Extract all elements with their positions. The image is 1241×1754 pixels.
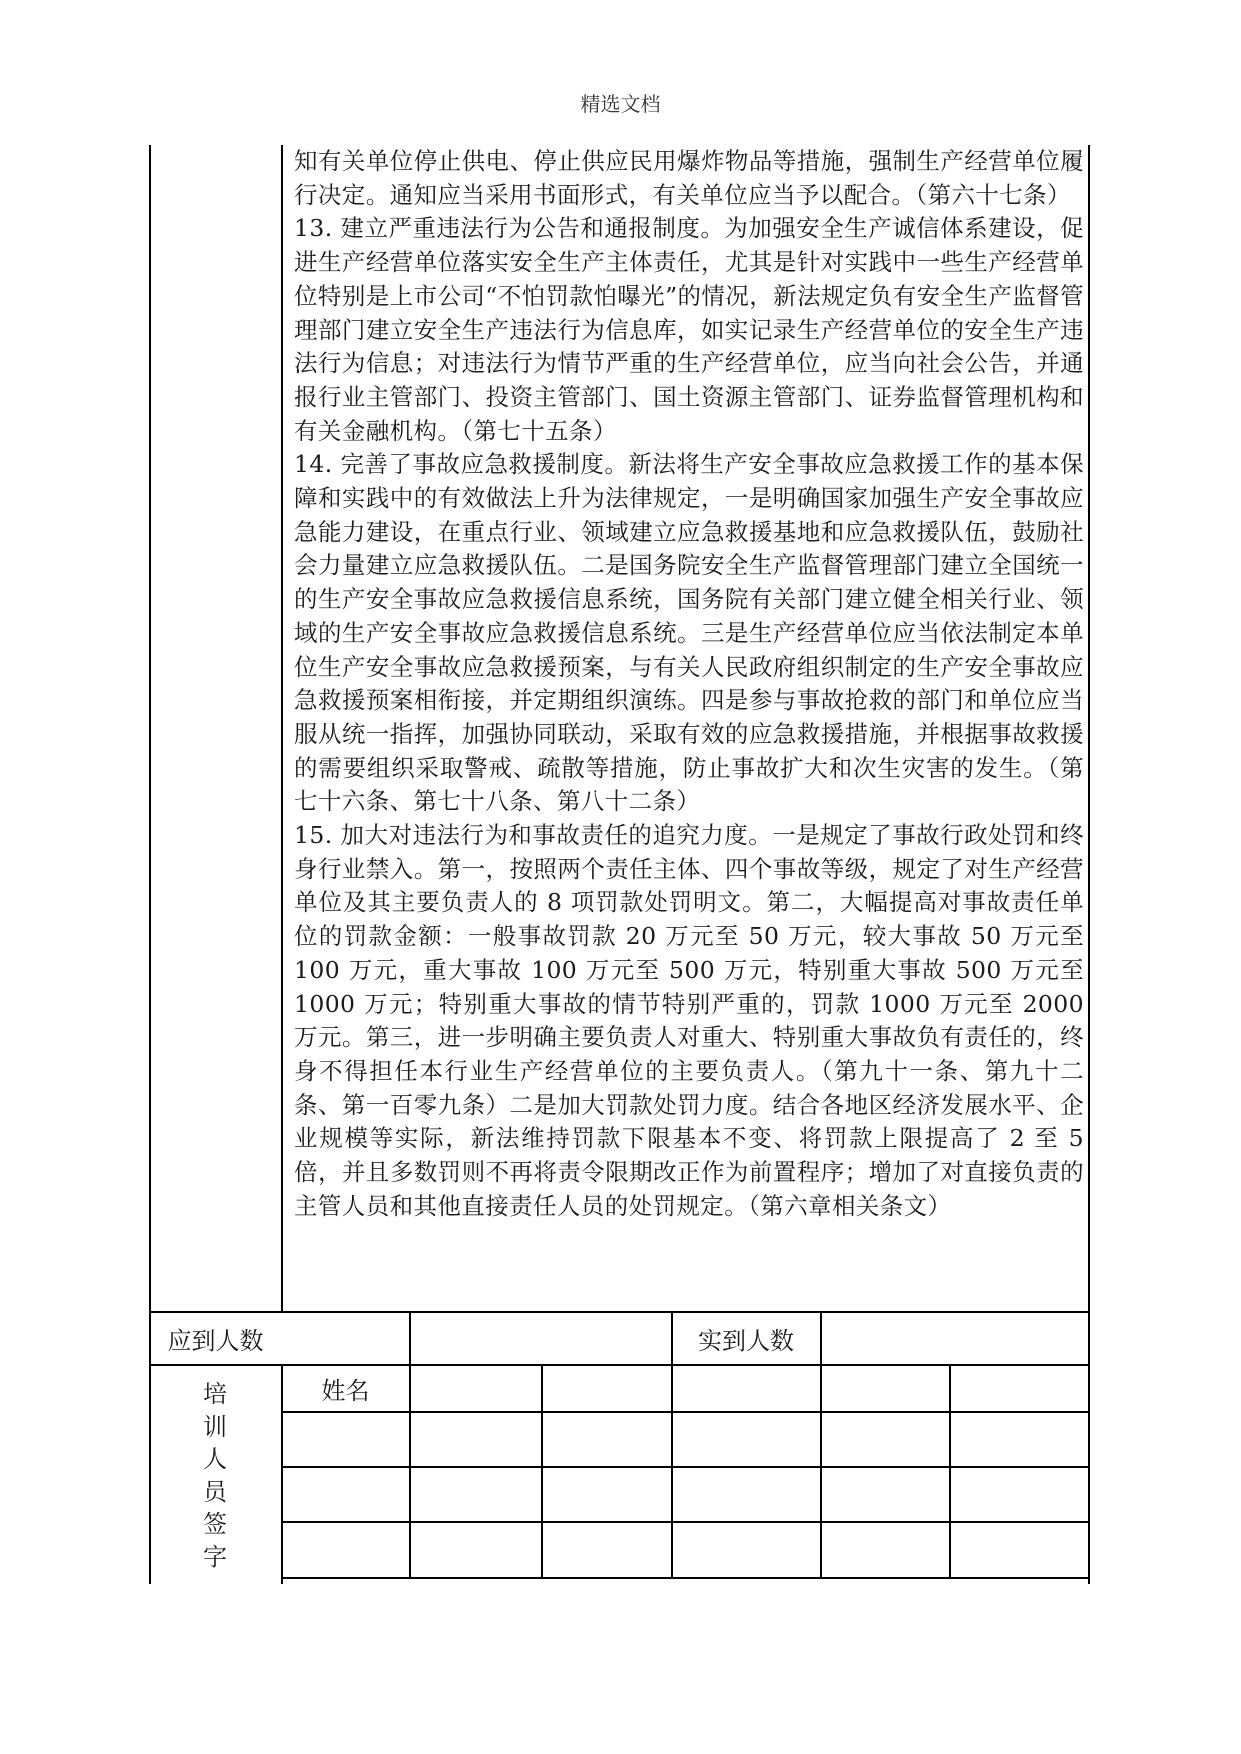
signature-cell[interactable]: [951, 1413, 1087, 1465]
signature-cell[interactable]: [822, 1413, 948, 1465]
actual-attendance-label: 实到人数: [698, 1326, 794, 1355]
signature-cell[interactable]: [543, 1468, 670, 1520]
signature-cell[interactable]: [411, 1468, 540, 1520]
signature-cell[interactable]: [411, 1366, 540, 1410]
signature-cell[interactable]: [283, 1523, 408, 1576]
signature-cell[interactable]: [822, 1366, 948, 1410]
signature-cell[interactable]: [673, 1366, 819, 1410]
content-paragraph: 13. 建立严重违法行为公告和通报制度。为加强安全生产诚信体系建设，促进生产经营单位落实安全生产主体责任，尤其是针对实践中一些生产经营单位特别是上市公司“不怕罚款怕曝光”的情况，新法规定负有安全生产监督管理部门建立安全生产违法行为信息库，如实记录生产经营单位的安全生产违法行为信息；对违法行为情节严重的生产经营单位，应当向社会公告，并通报行业主管部门、投资主管部门、国土资源主管部门、证券监督管理机构和有关金融机构。（第七十五条）: [294, 214, 1084, 445]
signature-label-char: 员: [203, 1477, 227, 1506]
name-column-label: 姓名: [321, 1376, 370, 1405]
table-left-border: [149, 145, 151, 1584]
signature-cell[interactable]: [673, 1523, 819, 1576]
table-right-border: [1088, 145, 1090, 1584]
signature-section-label: [150, 1378, 280, 1573]
signature-cell[interactable]: [543, 1366, 670, 1410]
signature-cell[interactable]: [673, 1468, 819, 1520]
signature-cell[interactable]: [822, 1468, 948, 1520]
signature-cell[interactable]: [951, 1523, 1087, 1576]
expected-attendance-field[interactable]: [411, 1312, 671, 1364]
content-paragraph: 15. 加大对违法行为和事故责任的追究力度。一是规定了事故行政处罚和终身行业禁入。第一，按照两个责任主体、四个事故等级，规定了对生产经营单位及其主要负责人的 8 项罚款处罚明文。第二，大幅提高对事故责任单位的罚款金额：一般事故罚款 20 万元至 50 万元，较大事故 50 万元至 100 万元，重大事故 100 万元至 500 万元，特别重大事故 500 万元至 1000 万元；特别重大事故的情节特别严重的，罚款 1000 万元至 2000 万元。第三，进一步明确主要负责人对重大、特别重大事故负有责任的，终身不得担任本行业生产经营单位的主要负责人。（第九十一条、第九十二条、第一百零九条）二是加大罚款处罚力度。结合各地区经济发展水平、企业规模等实际，新法维持罚款下限基本不变、将罚款上限提高了 2 至 5 倍，并且多数罚则不再将责令限期改正作为前置程序；增加了对直接负责的主管人员和其他直接责任人员的处罚规定。（第六章相关条文）: [294, 821, 1084, 1220]
signature-cell[interactable]: [411, 1413, 540, 1465]
signature-cell[interactable]: [822, 1523, 948, 1576]
content-paragraph: 知有关单位停止供电、停止供应民用爆炸物品等措施，强制生产经营单位履行决定。通知应当采用书面形式，有关单位应当予以配合。（第六十七条）: [294, 147, 1084, 209]
actual-attendance-field[interactable]: [822, 1312, 1088, 1364]
table-inner-left-border: [281, 145, 283, 1311]
signature-label-char: 字: [203, 1542, 227, 1571]
table-bottom-border: [281, 1577, 1089, 1579]
training-content: [294, 145, 1084, 1224]
signature-cell[interactable]: [283, 1468, 408, 1520]
signature-cell[interactable]: [543, 1523, 670, 1576]
signature-label-char: 培: [203, 1380, 227, 1408]
expected-attendance-label: 应到人数: [167, 1326, 264, 1355]
signature-cell[interactable]: [283, 1413, 408, 1465]
signature-cell[interactable]: [951, 1468, 1087, 1520]
content-paragraph: 14. 完善了事故应急救援制度。新法将生产安全事故应急救援工作的基本保障和实践中的有效做法上升为法律规定，一是明确国家加强生产安全事故应急能力建设，在重点行业、领域建立应急救援基地和应急救援队伍，鼓励社会力量建立应急救援队伍。二是国务院安全生产监督管理部门建立全国统一的生产安全事故应急救援信息系统，国务院有关部门建立健全相关行业、领域的生产安全事故应急救援信息系统。三是生产经营单位应当依法制定本单位生产安全事故应急救援预案，与有关人民政府组织制定的生产安全事故应急救援预案相衔接，并定期组织演练。四是参与事故抢救的部门和单位应当服从统一指挥，加强协同联动，采取有效的应急救援措施，并根据事故救援的需要组织采取警戒、疏散等措施，防止事故扩大和次生灾害的发生。（第七十六条、第七十八条、第八十二条）: [294, 450, 1084, 816]
signature-label-char: 人: [203, 1445, 227, 1473]
signature-cell[interactable]: [543, 1413, 670, 1465]
signature-label-char: 签: [203, 1510, 227, 1538]
signature-cell[interactable]: [411, 1523, 540, 1576]
page-header: 精选文档: [580, 92, 661, 116]
signature-label-char: 训: [203, 1412, 227, 1441]
signature-cell[interactable]: [673, 1413, 819, 1465]
signature-cell[interactable]: [951, 1366, 1087, 1410]
